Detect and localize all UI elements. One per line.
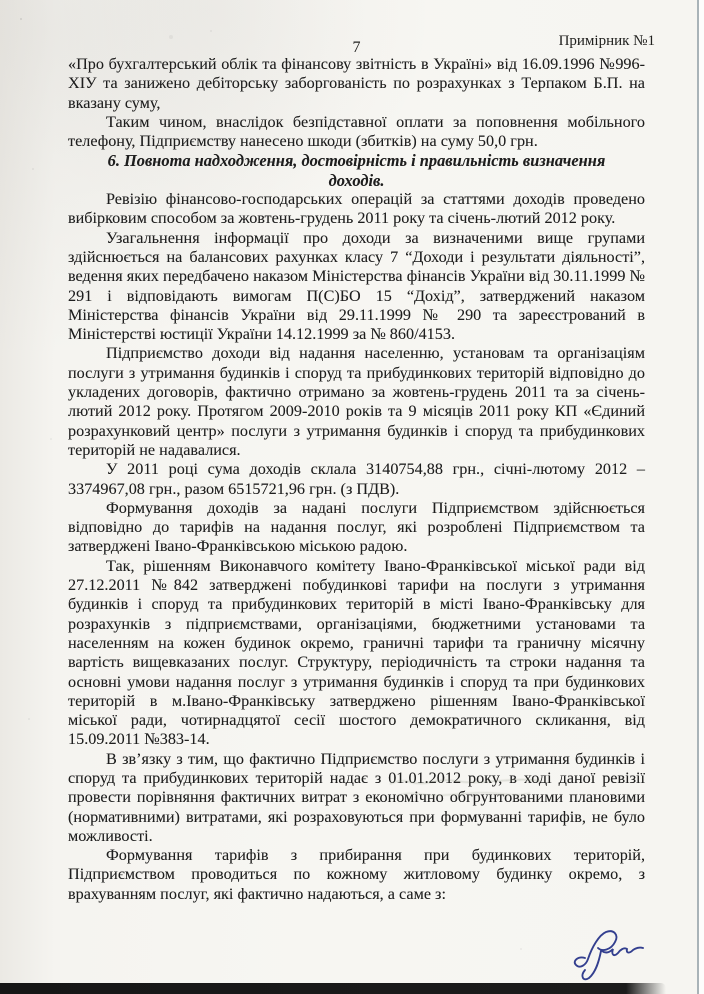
paragraph-continuation: «Про бухгалтерський облік та фінансову звітність в Україні» від 16.09.1996 №996-ХІУ та занижено дебіторську заборгованість по розрахунках з Терпаком Б.П. на вказану суму, — [68, 55, 645, 112]
paragraph: В зв’язку з тим, що фактично Підприємство послуги з утримання будинків і споруд та прибудинкових територій надає з 01.01.2012 року, в ході даної ревізії провести порівняння фактичних витрат з економічно обгрунтованими плановими (нормативними) витратами, які розраховуються при формуванні тарифів, не було можливості. — [68, 749, 645, 845]
paragraph: Формування тарифів з прибирання при будинкових територій, Підприємством проводиться по кожному житловому будинку окремо, з врахуванням послуг, які фактично надаються, а саме з: — [68, 846, 645, 903]
section-heading: 6. Повнота надходження, достовірність і правильність визначення доходів. — [107, 151, 606, 190]
faint-pencil-marking — [386, 776, 576, 802]
copy-label: Примірник №1 — [558, 33, 655, 49]
paragraph: У 2011 році сума доходів склала 3140754,88 грн., січні-лютому 2012 – 3374967,08 грн., разом 6515721,96 грн. (з ПДВ). — [68, 460, 645, 498]
paragraph: Ревізію фінансово-господарських операцій за статтями доходів проведено вибірковим способом за жовтень-грудень 2011 року та січень-лютий 2012 року. — [68, 190, 645, 228]
scan-edge-bottom-bar — [0, 983, 666, 994]
paper-specks — [20, 18, 22, 20]
paragraph: Узагальнення інформації про доходи за визначеними вище групами здійснюється на балансових рахунках класу 7 “Доходи і результати діяльності”, ведення яких передбачено наказом Міністерства фінансів України від 30.11.1999 № 291 і відповідають вимогам П(С)БО 15 “Дохід”, затверджений наказом Міністерства фінансів України від 29.11.1999 № 290 та зареєстрований в Міністерстві юстиції України 14.12.1999 за № 860/4153. — [68, 228, 645, 344]
page-number: 7 — [352, 39, 361, 56]
paragraph: Підприємство доходи від надання населенню, установам та організаціям послуги з утримання будинків і споруд та прибудинкових територій відповідно до укладених договорів, фактично отримано за жовтень-грудень 2011 та за січень-лютий 2012 року. Протягом 2009-2010 років та 9 місяців 2011 року КП «Єдиний розрахунковий центр» послуги з утримання будинків і споруд та прибудинкових територій не надавалися. — [68, 344, 645, 459]
scan-edge-right-margin — [699, 0, 704, 994]
paragraph: Так, рішенням Виконавчого комітету Івано-Франківської міської ради від 27.12.2011 №842 затверджені побудинкові тарифи на послуги з утримання будинків і споруд та прибудинкових територій в місті Івано-Франківську для розрахунків з підприємствами, організаціями, бюджетними установами та населенням на кожен будинок окремо, граничні тарифи та граничну місячну вартість вищевказаних послуг. Структуру, періодичність та строки надання та основні умови надання послуг з утримання будинків і споруд та при будинкових територій в м.Івано-Франківську затверджено рішенням Івано-Франківської міської ради, чотирнадцятої сесії шостого демократичного скликання, від 15.09.2011 №383-14. — [68, 556, 645, 749]
signature — [556, 924, 666, 986]
paragraph: Формування доходів за надані послуги Підприємством здійснюється відповідно до тарифів на надання послуг, які розроблені Підприємством та затверджені Івано-Франківською міською радою. — [68, 498, 645, 556]
paragraph: Таким чином, внаслідок безпідставної оплати за поповнення мобільного телефону, Підприємству нанесено шкоди (збитків) на суму 50,0 грн. — [68, 112, 645, 151]
scan-edge-right-line — [697, 0, 699, 994]
